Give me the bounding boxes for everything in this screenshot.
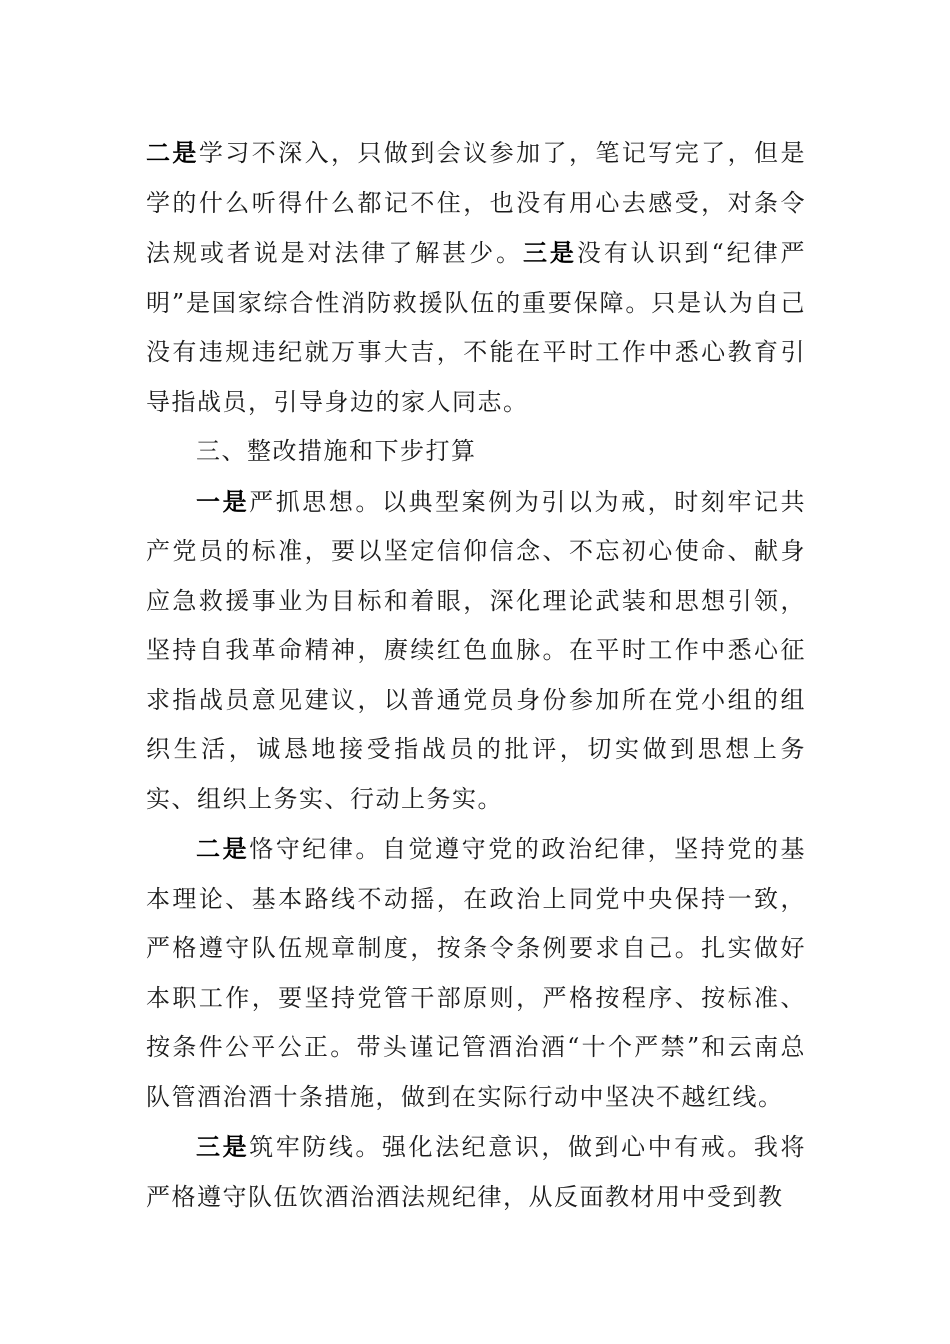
paragraph-text: 筑牢防线。强化法纪意识，做到心中有戒。我将严格遵守队伍饮酒治酒法规纪律，从反面教材用中受到教 — [146, 1133, 807, 1211]
paragraph-problems-continued — [146, 128, 806, 427]
paragraph-measure-1 — [146, 477, 806, 825]
paragraph-lead-2: 二是 — [146, 138, 199, 167]
paragraph-text: 恪守纪律。自觉遵守党的政治纪律，坚持党的基本理论、基本路线不动摇，在政治上同党中央保持一致，严格遵守队伍规章制度，按条令条例要求自己。扎实做好本职工作，要坚持党管干部原则，严格按程序、按标准、按条件公平公正。带头谨记管酒治酒“十个严禁”和云南总队管酒治酒十条措施，做到在实际行动中坚决不越红线。 — [146, 835, 807, 1111]
paragraph-measure-2 — [146, 824, 806, 1122]
paragraph-lead: 二是 — [196, 834, 250, 863]
paragraph-lead: 一是 — [196, 486, 250, 516]
paragraph-text: 严抓思想。以典型案例为引以为戒，时刻牢记共产党员的标准，要以坚定信仰信念、不忘初心使命、献身应急救援事业为目标和着眼，深化理论武装和思想引领，坚持自我革命精神，赓续红色血脉。在平时工作中悉心征求指战员意见建议，以普通党员身份参加所在党小组的组织生活，诚恳地接受指战员的批评，切实做到思想上务实、组织上务实、行动上务实。 — [146, 487, 807, 813]
document-body — [146, 128, 806, 1222]
paragraph-measure-3 — [146, 1122, 806, 1222]
paragraph-text: 没有认识到“纪律严明”是国家综合性消防救援队伍的重要保障。只是认为自己没有违规违纪就万事大吉，不能在平时工作中悉心教育引导指战员，引导身边的家人同志。 — [146, 239, 807, 416]
section-heading: 三、整改措施和下步打算 — [196, 437, 477, 465]
paragraph-text: 学习不深入，只做到会议参加了，笔记写完了，但是学的什么听得什么都记不住，也没有用心去感受，对条令法规或者说是对法律了解甚少。 — [146, 139, 806, 267]
paragraph-lead: 三是 — [196, 1132, 250, 1161]
paragraph-lead-3: 三是 — [522, 238, 577, 267]
